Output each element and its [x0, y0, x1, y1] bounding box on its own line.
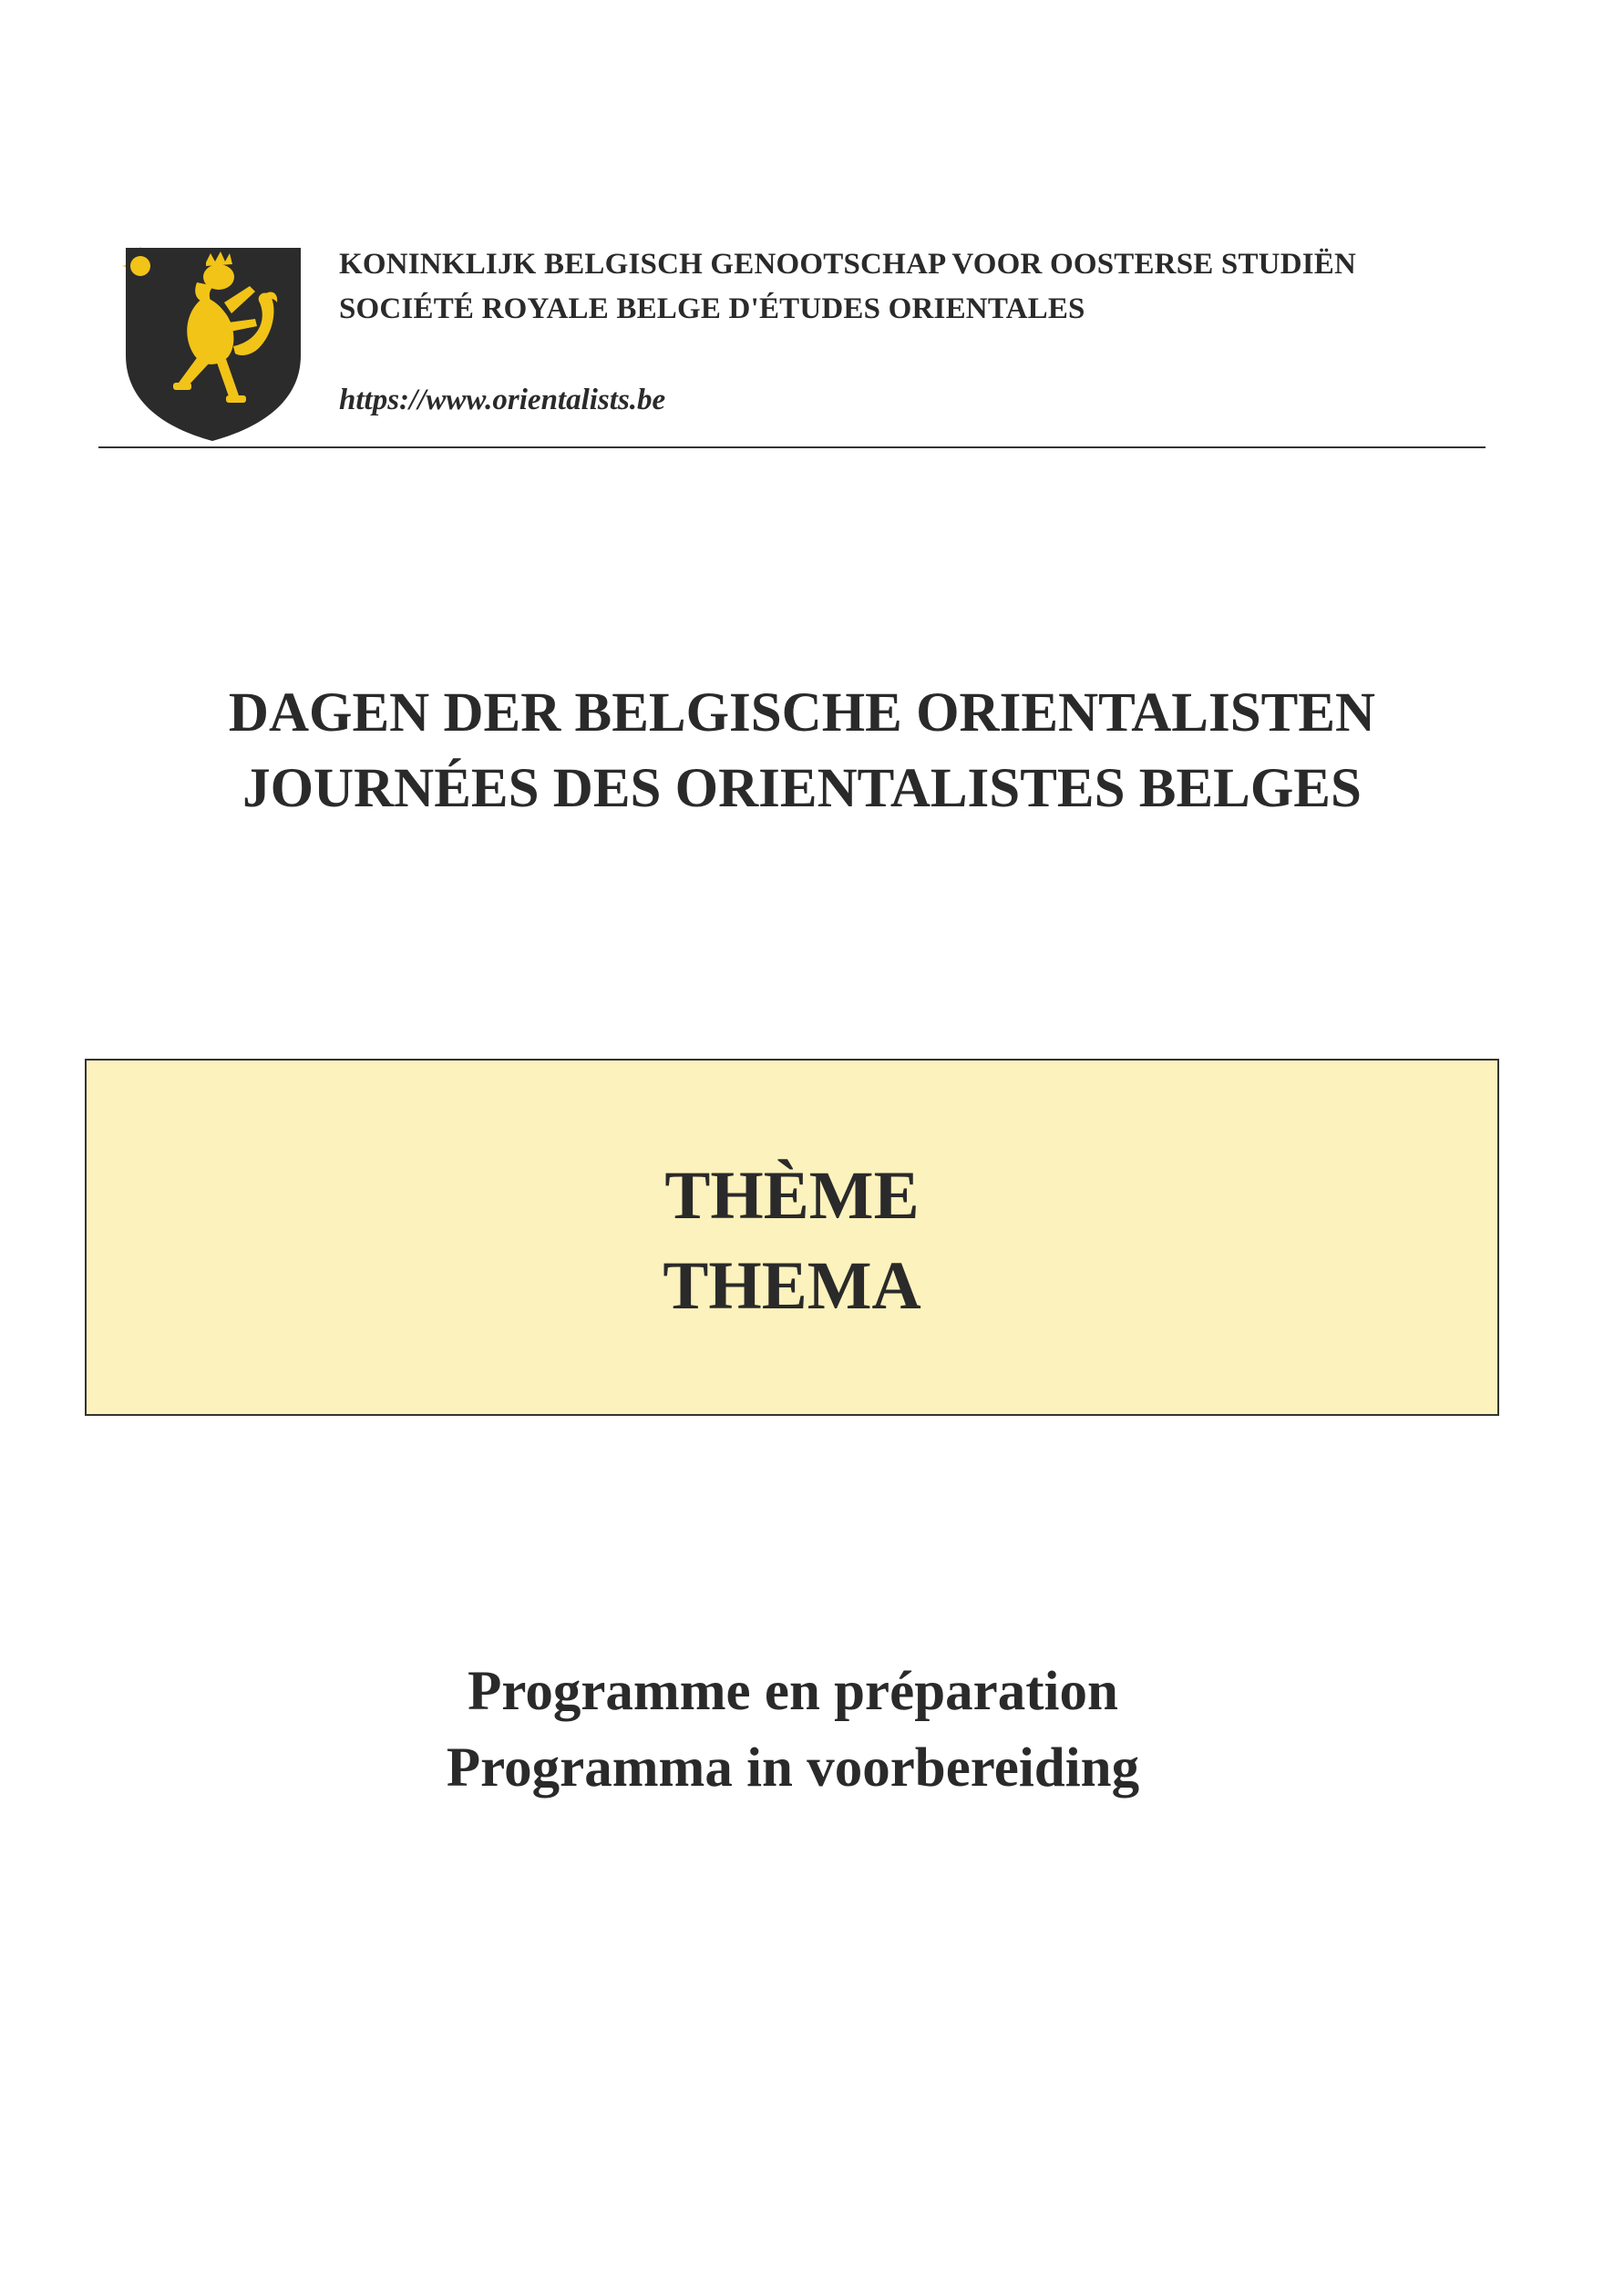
- event-title-french: JOURNÉES DES ORIENTALISTES BELGES: [242, 758, 1362, 819]
- program-status-french: Programme en préparation: [468, 1661, 1118, 1722]
- event-title-dutch: DAGEN DER BELGISCHE ORIENTALISTEN: [228, 682, 1376, 743]
- theme-label-french: THÈME: [664, 1158, 920, 1234]
- theme-box: [85, 1059, 1499, 1416]
- theme-label-dutch: THEMA: [663, 1248, 921, 1324]
- org-name-dutch: KONINKLIJK BELGISCH GENOOTSCHAP VOOR OOSTERSE STUDIËN: [339, 248, 1357, 281]
- header-divider: [98, 446, 1486, 448]
- website-link[interactable]: https://www.orientalists.be: [339, 384, 666, 416]
- coat-of-arms-lion-shield-icon: [122, 246, 303, 441]
- program-status-dutch: Programma in voorbereiding: [446, 1737, 1140, 1799]
- org-name-french: SOCIÉTÉ ROYALE BELGE D'ÉTUDES ORIENTALES: [339, 292, 1085, 325]
